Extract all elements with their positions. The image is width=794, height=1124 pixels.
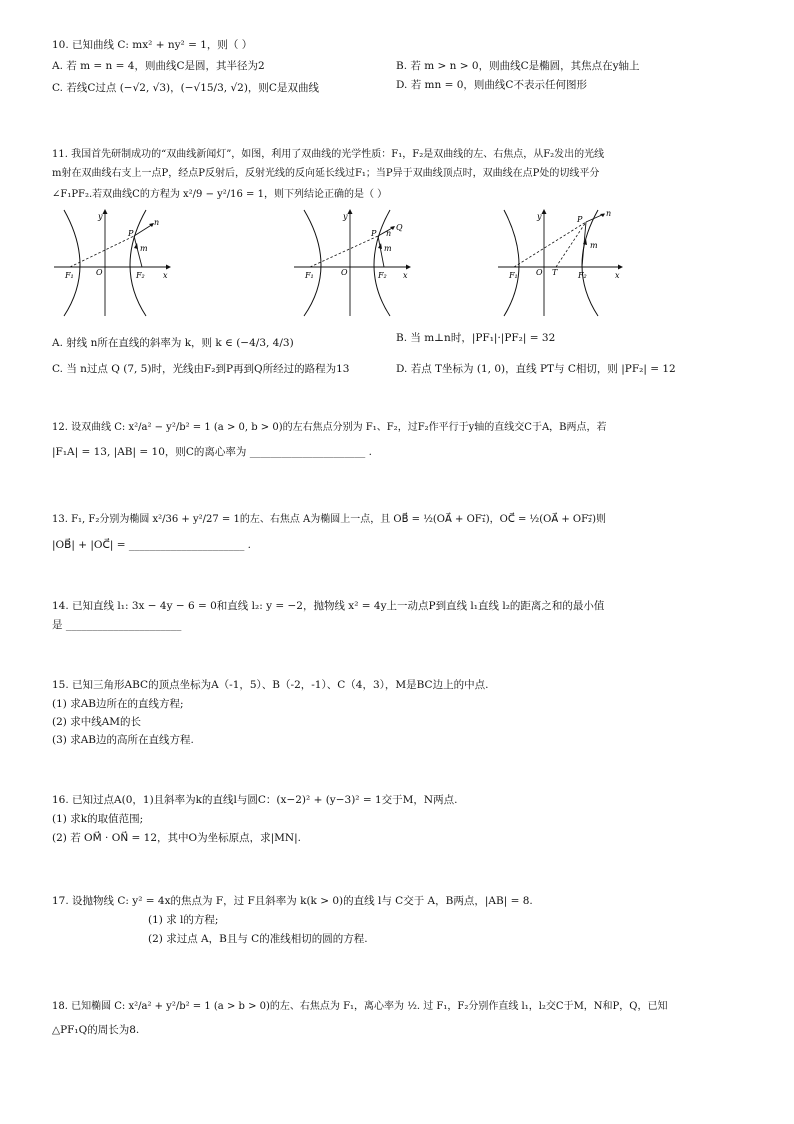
q15-line-4: (3) 求AB边的高所在直线方程. xyxy=(52,734,194,746)
fig2-m-label: m xyxy=(384,244,392,253)
fig2-o-label: O xyxy=(341,268,348,277)
q17-line-3: (2) 求过点 A，B且与 C的准线相切的圆的方程. xyxy=(148,933,368,945)
q16-line-2: (1) 求k的取值范围; xyxy=(52,813,144,825)
fig1-p-label: P xyxy=(128,229,134,238)
fig2-y-label: y xyxy=(343,212,348,221)
q11-line-3: ∠F₁PF₂.若双曲线C的方程为 x²/9 − y²/16 = 1，则下列结论正确的是（ ） xyxy=(52,189,388,200)
fig1-f2-label: F₂ xyxy=(136,271,145,280)
fig3-o-label: O xyxy=(536,268,543,277)
fig2-n-label: n xyxy=(386,229,392,238)
fig1-x-label: x xyxy=(163,271,168,280)
fig1-n-label: n xyxy=(154,218,160,227)
fig3-n-label: n xyxy=(606,209,612,218)
fig3-f1-label: F₁ xyxy=(509,271,518,280)
hyperbola-figure-3 xyxy=(494,206,624,318)
q11-line-2: m射在双曲线右支上一点P，经点P反射后，反射光线的反向延长线过F₁；当P异于双曲线顶点时，双曲线在点P处的切线平分 xyxy=(52,168,600,179)
q14-line-1: 14. 已知直线 l₁: 3x − 4y − 6 = 0和直线 l₂: y = −2，抛物线 x² = 4y上一动点P到直线 l₁直线 l₂的距离之和的最小值 xyxy=(52,600,605,612)
q11-option-d: D. 若点 T坐标为 (1, 0)，直线 PT与 C相切，则 |PF₂| = 12 xyxy=(396,363,676,375)
q10-option-a: A. 若 m = n = 4，则曲线C是圆，其半径为2 xyxy=(52,60,265,72)
hyperbola-figure-2 xyxy=(290,206,412,318)
q11-option-c: C. 当 n过点 Q (7, 5)时，光线由F₂到P再到Q所经过的路程为13 xyxy=(52,363,350,375)
q15-line-1: 15. 已知三角形ABC的顶点坐标为A（-1，5）、B（-2，-1）、C（4，3），M是BC边上的中点. xyxy=(52,679,489,691)
q13-line-1: 13. F₁, F₂分别为椭圆 x²/36 + y²/27 = 1的左、右焦点 A为椭圆上一点，且 OB⃗ = ½(OA⃗ + OF₁⃗)，OC⃗ = ½(OA⃗ + OF₂⃗)则 xyxy=(52,514,606,525)
q13-line-2: |OB⃗| + |OC⃗| = ______________________ . xyxy=(52,539,252,551)
fig2-q-label: Q xyxy=(396,223,403,232)
q18-line-1: 18. 已知椭圆 C: x²/a² + y²/b² = 1 (a > b > 0)的左、右焦点为 F₁，离心率为 ½. 过 F₁，F₂分别作直线 l₁，l₂交C于M，N和P，Q，已知 xyxy=(52,1001,668,1012)
fig3-p-label: P xyxy=(577,215,583,224)
hyperbola-figure-1 xyxy=(50,206,172,318)
q15-line-3: (2) 求中线AM的长 xyxy=(52,716,142,728)
q15-line-2: (1) 求AB边所在的直线方程; xyxy=(52,698,184,710)
fig3-y-label: y xyxy=(537,212,542,221)
q10-option-d: D. 若 mn = 0，则曲线C不表示任何图形 xyxy=(396,79,587,91)
fig2-p-label: P xyxy=(371,229,377,238)
fig1-m-label: m xyxy=(140,244,148,253)
q17-line-2: (1) 求 l的方程; xyxy=(148,914,219,926)
q11-option-b: B. 当 m⊥n时，|PF₁|·|PF₂| = 32 xyxy=(396,332,556,344)
q11-line-1: 11. 我国首先研制成功的“双曲线新闻灯”，如图，利用了双曲线的光学性质：F₁，F₂是双曲线的左、右焦点，从F₂发出的光线 xyxy=(52,149,605,160)
fig1-f1-label: F₁ xyxy=(65,271,74,280)
q18-line-2: △PF₁Q的周长为8. xyxy=(52,1024,140,1036)
fig2-f2-label: F₂ xyxy=(378,271,387,280)
q14-line-2: 是 ______________________ xyxy=(52,619,182,631)
q10-option-c: C. 若线C过点 (−√2, √3)，(−√15/3, √2)，则C是双曲线 xyxy=(52,82,319,94)
q12-line-1: 12. 设双曲线 C: x²/a² − y²/b² = 1 (a > 0, b > 0)的左右焦点分别为 F₁、F₂，过F₂作平行于y轴的直线交C于A，B两点，若 xyxy=(52,422,607,433)
q10-stem: 10. 已知曲线 C: mx² + ny² = 1，则（ ） xyxy=(52,39,253,51)
fig3-t-label: T xyxy=(552,268,558,277)
fig1-o-label: O xyxy=(96,268,103,277)
q16-line-3: (2) 若 OM⃗ · ON⃗ = 12，其中O为坐标原点，求|MN|. xyxy=(52,832,301,844)
fig3-f2-label: F₂ xyxy=(578,271,587,280)
fig2-x-label: x xyxy=(403,271,408,280)
q10-option-b: B. 若 m > n > 0，则曲线C是椭圆，其焦点在y轴上 xyxy=(396,60,640,72)
q16-line-1: 16. 已知过点A(0，1)且斜率为k的直线l与圆C：(x−2)² + (y−3)² = 1交于M，N两点. xyxy=(52,794,458,806)
q12-line-2: |F₁A| = 13, |AB| = 10，则C的离心率为 ______________________ . xyxy=(52,446,372,458)
fig3-x-label: x xyxy=(615,271,620,280)
q17-line-1: 17. 设抛物线 C: y² = 4x的焦点为 F，过 F且斜率为 k(k > 0)的直线 l与 C交于 A，B两点，|AB| = 8. xyxy=(52,895,533,907)
fig3-m-label: m xyxy=(590,241,598,250)
fig1-y-label: y xyxy=(98,212,103,221)
q11-option-a: A. 射线 n所在直线的斜率为 k，则 k ∈ (−4/3, 4/3) xyxy=(52,337,294,349)
fig2-f1-label: F₁ xyxy=(305,271,314,280)
